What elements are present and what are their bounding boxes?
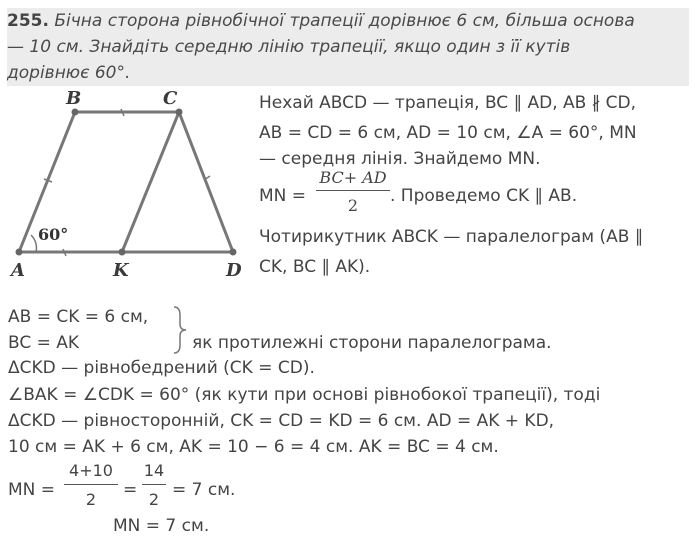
label-d: D [226,260,242,281]
angle-label: 60° [38,225,69,244]
curly-brace [170,305,190,355]
brace-note: як протилежні сторони паралелограма. [192,333,552,353]
fraction-bar [142,484,166,485]
fraction-numerator: BC+ AD [319,168,387,187]
problem-number: 255. [7,11,49,31]
problem-line-1: 255. Бічна сторона рівнобічної трапеції дорівнює 6 см, більша основа [7,11,635,31]
fraction-denominator: 2 [347,196,359,215]
solution-right-l6: CK, BC ∥ AK). [259,257,371,277]
point-k [119,249,126,256]
solution-right-l4-suffix: . Проведемо CK ∥ AB. [390,186,578,206]
problem-line-3: дорівнює 60°. [7,63,131,83]
mn-label: MN = [259,186,307,206]
fraction-denominator: 2 [148,490,160,509]
fraction-bc-ad [316,168,390,218]
point-c [176,109,183,116]
side-cd [179,112,233,252]
segment-ck [122,112,179,252]
problem-statement [7,8,689,86]
equals-sign: = [123,480,138,500]
final-answer: MN = 7 см. [113,516,210,536]
solution-bottom-l6: 10 см = AK + 6 см, AK = 10 − 6 = 4 см. AK = BC = 4 см. [8,437,499,457]
fraction-4-10 [64,461,118,513]
fraction-denominator: 2 [85,490,97,509]
fraction-numerator: 4+10 [69,461,113,480]
fraction-numerator: 14 [143,461,165,480]
solution-right-l1: Нехай ABCD — трапеція, BC ∥ AD, AB ∦ CD, [259,93,636,113]
trapezoid-figure [0,85,260,285]
solution-bottom-l2: BC = AK [8,333,80,353]
fraction-bar [64,484,118,485]
point-d [230,249,237,256]
label-b: B [66,88,82,109]
label-a: A [11,260,25,281]
fraction-bar [316,190,390,191]
point-b [72,109,79,116]
label-c: C [163,88,178,109]
solution-bottom-l4: ∠BAK = ∠CDK = 60° (як кути при основі рівнобокої трапеції), тоді [8,385,601,405]
fraction-14-2 [142,461,166,513]
solution-right-l2: AB = CD = 6 см, AD = 10 см, ∠A = 60°, MN [259,123,637,143]
angle-arc [31,235,36,252]
solution-right-l3: — середня лінія. Знайдемо MN. [259,149,541,169]
solution-bottom-l5: ΔCKD — рівносторонній, CK = CD = KD = 6 см. AD = AK + KD, [8,411,555,431]
mn-equation-label: MN = [8,480,56,500]
solution-right-l5: Чотирикутник ABCK — паралелограм (AB ∥ [259,227,644,247]
label-k: K [113,260,129,281]
solution-bottom-l3: ΔCKD — рівнобедрений (CK = CD). [8,358,315,378]
solution-bottom-l1: AB = CK = 6 см, [8,307,149,327]
point-a [16,249,23,256]
mn-result: = 7 см. [172,480,236,500]
problem-line-2: — 10 см. Знайдіть середню лінію трапеції, якщо один з її кутів [7,37,571,57]
